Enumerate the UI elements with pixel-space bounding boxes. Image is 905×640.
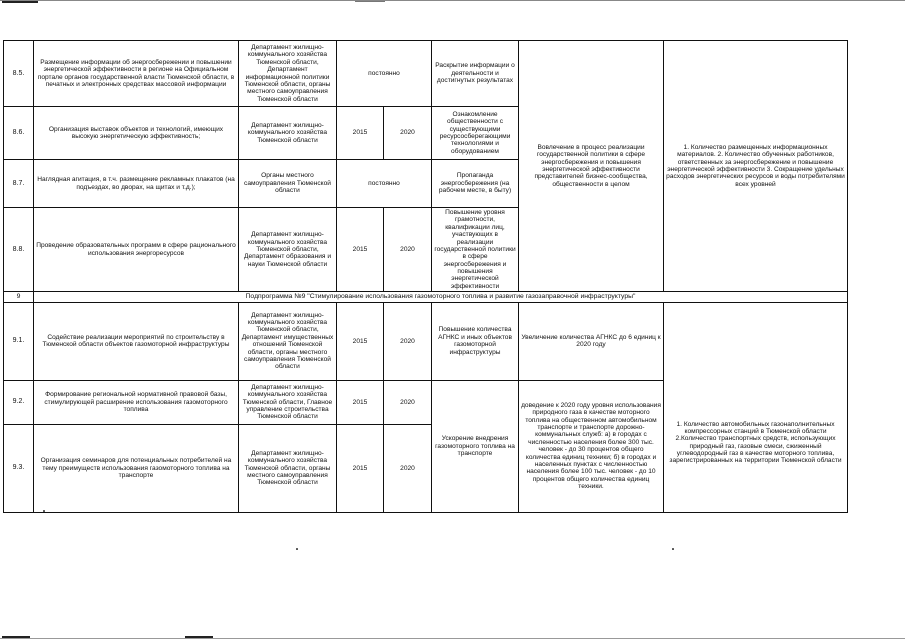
- end-year: 2020: [384, 424, 432, 512]
- subprogram-number: 9: [4, 292, 34, 303]
- scan-edge-top-mid: [355, 1, 385, 2]
- subprogram-row: [4, 292, 848, 303]
- activity-title: Формирование региональной нормативной правовой базы, стимулирующей расширение использования газомоторного топлива: [34, 380, 239, 424]
- start-year: 2015: [337, 424, 384, 512]
- period: постоянно: [337, 160, 432, 208]
- scan-speck: [296, 548, 298, 550]
- activity-title: Организация выставок объектов и технологий, имеющих высокую энергетическую эффективность;: [34, 107, 239, 160]
- activity-title: Проведение образовательных программ в сфере рационального использования энергоресурсов: [34, 208, 239, 292]
- activity-title: Наглядная агитация, в т.ч. размещение рекламных плакатов (на подъездах, во дворах, на щитах и т.д.);: [34, 160, 239, 208]
- scan-edge-top: [0, 0, 905, 1]
- end-year: 2020: [384, 302, 432, 380]
- table-row: [4, 302, 848, 380]
- end-year: 2020: [384, 208, 432, 292]
- result: Пропаганда энергосбережения (на рабочем месте, в быту): [432, 160, 519, 208]
- start-year: 2015: [337, 380, 384, 424]
- goal: доведение к 2020 году уровня использования природного газа в качестве моторного топлива на общественном автомобильном транспорте и транспорте дорожно-коммунальных служб: а) в городах с численностью населения более 300 тыс. человек - до 30 процентов общего количества единиц техники; б) в городах и населенных пунктах с численностью населения более 100 тыс. человек - до 10 процентов общего количества единиц техники.: [519, 380, 664, 512]
- period: постоянно: [337, 41, 432, 107]
- subprogram-title: Подпрограмма №9 "Стимулирование использования газомоторного топлива и развитие газозаправочной инфраструктуры": [34, 292, 848, 303]
- row-number: 8.5.: [4, 41, 34, 107]
- activity-title: Размещение информации об энергосбережении и повышении энергетической эффективности в регионе на Официальном портале органов государственной власти Тюменской области, в печатных и электронных средствах массовой информации: [34, 41, 239, 107]
- scan-speck: [672, 548, 674, 550]
- start-year: 2015: [337, 208, 384, 292]
- result: Раскрытие информации о деятельности и достигнутых результатах: [432, 41, 519, 107]
- activity-title: Организация семинаров для потенциальных потребителей на тему преимуществ использования газомоторного топлива на транспорте: [34, 424, 239, 512]
- scan-edge-bottom-mid: [185, 636, 213, 638]
- goal: Вовлечение в процесс реализации государственной политики в сфере энергосбережения и повышения энергетической эффективности представителей бизнес-сообщества, общественности в целом: [519, 41, 664, 292]
- result: Ознакомление общественности с существующими ресурсосберегающими технологиями и оборудованием: [432, 107, 519, 160]
- result: Ускорение внедрения газомоторного топлива на транспорте: [432, 380, 519, 512]
- activity-title: Содействие реализации мероприятий по строительству в Тюменской области объектов газомоторной инфраструктуры: [34, 302, 239, 380]
- row-number: 8.6.: [4, 107, 34, 160]
- start-year: 2015: [337, 302, 384, 380]
- row-number: 9.1.: [4, 302, 34, 380]
- executor: Департамент жилищно-коммунального хозяйства Тюменской области, Департамент образования и науки Тюменской области: [239, 208, 337, 292]
- table-row: [4, 41, 848, 107]
- goal: Увеличение количества АГНКС до 6 единиц к 2020 году: [519, 302, 664, 380]
- executor: Департамент жилищно-коммунального хозяйства Тюменской области, Департамент имущественных отношений Тюменской области, органы местного самоуправления Тюменской области: [239, 302, 337, 380]
- row-number: 8.8.: [4, 208, 34, 292]
- indicators: 1. Количество автомобильных газонаполнительных компрессорных станций в Тюменской области 2.Количество транспортных средств, использующих природный газ, газовые смеси, сжиженный углеводородный газ в качестве моторного топлива, зарегистрированных на территории Тюменской области: [664, 302, 848, 512]
- executor: Департамент жилищно-коммунального хозяйства Тюменской области, Департамент информационной политики Тюменской области, органы местного самоуправления Тюменской области: [239, 41, 337, 107]
- scan-edge-top-left: [2, 1, 38, 3]
- end-year: 2020: [384, 107, 432, 160]
- result: Повышение уровня грамотности, квалификации лиц, участвующих в реализации государственной политики в сфере энергосбережения и повышения энергетической эффективности: [432, 208, 519, 292]
- executor: Органы местного самоуправления Тюменской области: [239, 160, 337, 208]
- executor: Департамент жилищно-коммунального хозяйства Тюменской области, Главное управление строительства Тюменской области: [239, 380, 337, 424]
- scan-edge-bottom: [0, 638, 905, 639]
- end-year: 2020: [384, 380, 432, 424]
- program-table: [3, 40, 848, 513]
- row-number: 9.3.: [4, 424, 34, 512]
- start-year: 2015: [337, 107, 384, 160]
- result: Повышение количества АГНКС и иных объектов газомоторной инфраструктуры: [432, 302, 519, 380]
- scan-edge-bottom-left: [2, 636, 30, 638]
- executor: Департамент жилищно-коммунального хозяйства Тюменской области: [239, 107, 337, 160]
- executor: Департамент жилищно-коммунального хозяйства Тюменской области, органы местного самоуправления Тюменской области: [239, 424, 337, 512]
- indicators: 1. Количество размещенных информационных материалов. 2. Количество обученных работников, ответственных за энергосбережение и повышение энергетической эффективности 3. Сокращение удельных расходов энергетических ресурсов и воды потребителями всех уровней: [664, 41, 848, 292]
- row-number: 8.7.: [4, 160, 34, 208]
- row-number: 9.2.: [4, 380, 34, 424]
